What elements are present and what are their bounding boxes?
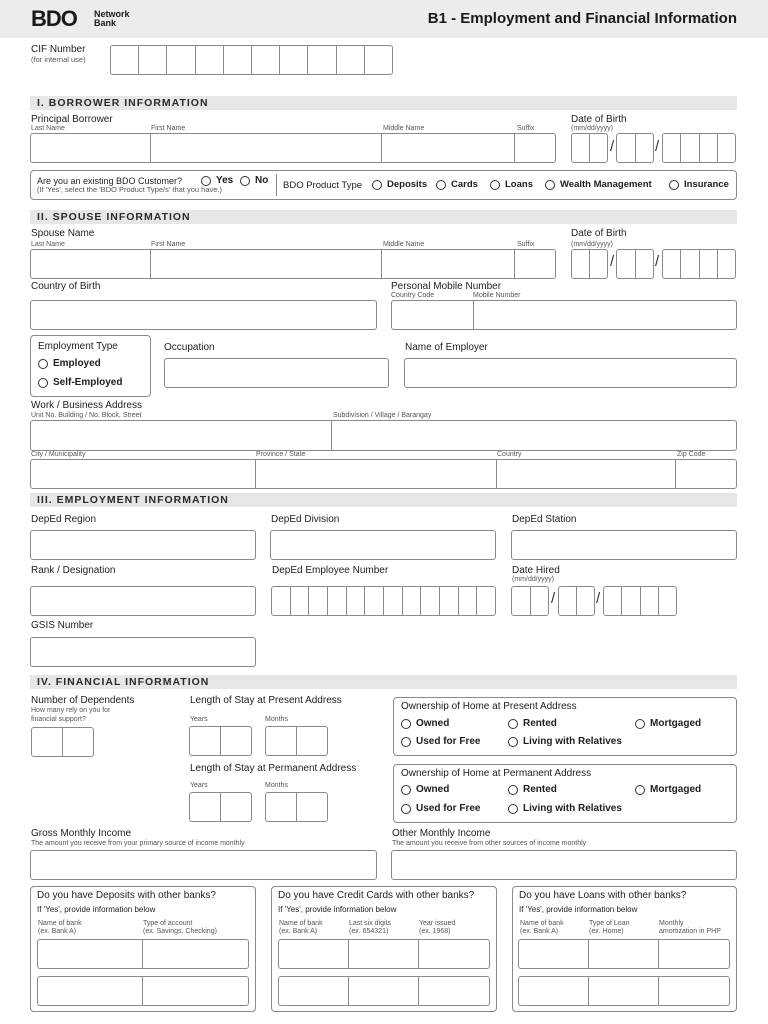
employment-type-label: Employment Type	[38, 341, 118, 352]
deposits-question: Do you have Deposits with other banks?	[37, 890, 216, 901]
loans-row-2	[518, 976, 730, 1006]
stay-permanent-years-label: Years	[190, 782, 208, 789]
section-employment-header	[30, 493, 737, 507]
province-input[interactable]	[256, 460, 496, 488]
cards-row-1	[278, 939, 490, 969]
bdo-logo-subtext	[94, 10, 130, 28]
spouse-first-name-input[interactable]	[151, 250, 382, 278]
section-employment-title: III. EMPLOYMENT INFORMATION	[37, 494, 229, 506]
date-separator: /	[655, 138, 660, 155]
borrower-dob-format: (mm/dd/yyyy)	[571, 125, 613, 132]
logo-bank-text: Bank	[94, 18, 117, 28]
divider	[276, 174, 277, 196]
deped-region-label: DepEd Region	[31, 514, 97, 525]
date-hired-day-input[interactable]	[558, 586, 595, 616]
spouse-last-name-label: Last Name	[31, 241, 65, 248]
radio-icon[interactable]	[545, 180, 555, 190]
borrower-suffix-label: Suffix	[517, 125, 535, 132]
loans-type-example: (ex. Home)	[589, 928, 624, 935]
rank-label: Rank / Designation	[31, 565, 116, 576]
permanent-used-free-option[interactable]	[401, 803, 480, 814]
deposits-row-2	[37, 976, 249, 1006]
option-label: Owned	[416, 784, 450, 795]
deped-division-input[interactable]	[270, 530, 496, 560]
work-address-line2	[30, 459, 737, 489]
radio-icon[interactable]	[401, 737, 411, 747]
radio-icon[interactable]	[490, 180, 500, 190]
existing-customer-note: (If 'Yes', select the 'BDO Product Type/s' that you have.)	[37, 185, 222, 194]
option-label: Rented	[523, 718, 557, 729]
employer-label: Name of Employer	[405, 342, 488, 353]
subdivision-label: Subdivision / Village / Barangay	[333, 412, 432, 419]
radio-icon[interactable]	[436, 180, 446, 190]
borrower-dob-year-input[interactable]	[662, 133, 736, 163]
option-label: Rented	[523, 784, 557, 795]
borrower-dob-label: Date of Birth	[571, 114, 627, 125]
present-living-relatives-option[interactable]	[508, 736, 622, 747]
radio-icon[interactable]	[401, 804, 411, 814]
spouse-dob-month-input[interactable]	[571, 249, 608, 279]
deposits-bank-input[interactable]	[38, 940, 143, 968]
option-label: Owned	[416, 718, 450, 729]
gross-income-input[interactable]	[30, 850, 377, 880]
country-code-label: Country Code	[391, 292, 435, 299]
borrower-first-name-label: First Name	[151, 125, 186, 132]
stay-permanent-months-input[interactable]	[265, 792, 328, 822]
option-label: Used for Free	[416, 736, 481, 747]
country-birth-label: Country of Birth	[31, 281, 101, 292]
deposits-account-example: (ex. Savings, Checking)	[143, 928, 217, 935]
spouse-middle-name-input[interactable]	[382, 250, 515, 278]
work-address-label: Work / Business Address	[31, 400, 142, 411]
occupation-label: Occupation	[164, 342, 215, 353]
other-income-input[interactable]	[391, 850, 737, 880]
option-label: Self-Employed	[53, 377, 123, 388]
mobile-number-fields	[391, 300, 737, 330]
radio-icon[interactable]	[240, 176, 250, 186]
product-deposits-option[interactable]	[372, 179, 427, 190]
dependents-input[interactable]	[31, 727, 94, 757]
loans-bank-input[interactable]	[519, 977, 589, 1005]
radio-icon[interactable]	[508, 785, 518, 795]
date-hired-year-input[interactable]	[603, 586, 677, 616]
country-code-input[interactable]	[392, 301, 474, 329]
radio-icon[interactable]	[669, 180, 679, 190]
gross-income-note: The amount you receive from your primary source of income monthly	[31, 840, 245, 847]
option-label: Living with Relatives	[523, 803, 622, 814]
credit-cards-question: Do you have Credit Cards with other banks?	[278, 890, 475, 901]
date-separator: /	[655, 253, 660, 270]
borrower-name-fields	[30, 133, 556, 163]
gross-income-label: Gross Monthly Income	[31, 828, 132, 839]
date-hired-label: Date Hired	[512, 565, 560, 576]
option-label: Mortgaged	[650, 718, 702, 729]
permanent-owned-option[interactable]	[401, 784, 449, 795]
deposits-row-1	[37, 939, 249, 969]
ownership-present-label: Ownership of Home at Present Address	[401, 701, 577, 712]
section-borrower-title: I. BORROWER INFORMATION	[37, 97, 209, 109]
present-used-free-option[interactable]	[401, 736, 480, 747]
loans-type-input[interactable]	[589, 940, 658, 968]
section-financial-header	[30, 675, 737, 689]
unit-label: Unit No. Building / No. Block, Street	[31, 412, 142, 419]
product-wealth-option[interactable]	[545, 179, 652, 190]
option-label: Loans	[505, 179, 533, 190]
cards-year-input[interactable]	[419, 977, 489, 1005]
spouse-suffix-input[interactable]	[515, 250, 555, 278]
cards-provide-note: If 'Yes', provide information below	[278, 905, 397, 914]
loans-row-1	[518, 939, 730, 969]
option-label: Used for Free	[416, 803, 481, 814]
zip-label: Zip Code	[677, 451, 706, 458]
radio-icon[interactable]	[38, 359, 48, 369]
existing-customer-question: Are you an existing BDO Customer?	[37, 176, 183, 186]
mobile-number-sublabel: Mobile Number	[473, 292, 521, 299]
cards-row-2	[278, 976, 490, 1006]
deped-station-label: DepEd Station	[512, 514, 577, 525]
loans-amortization-input[interactable]	[659, 977, 729, 1005]
radio-icon[interactable]	[508, 804, 518, 814]
other-income-note: The amount you receive from other sources of income monthly	[392, 840, 587, 847]
permanent-mortgaged-option[interactable]	[635, 784, 701, 795]
stay-present-years-input[interactable]	[189, 726, 252, 756]
option-label: Wealth Management	[560, 179, 652, 190]
cif-label: CIF Number	[31, 44, 86, 55]
borrower-suffix-input[interactable]	[515, 134, 555, 162]
date-hired-month-input[interactable]	[511, 586, 549, 616]
loans-amortization-label: amortization in PHP	[659, 928, 721, 935]
existing-no-option[interactable]	[240, 175, 268, 186]
radio-icon[interactable]	[201, 176, 211, 186]
zip-input[interactable]	[676, 460, 736, 488]
occupation-input[interactable]	[164, 358, 389, 388]
stay-present-months-label: Months	[265, 716, 288, 723]
principal-borrower-label: Principal Borrower	[31, 114, 113, 125]
radio-icon[interactable]	[372, 180, 382, 190]
loans-bank-name-label: Name of bank	[520, 920, 564, 927]
section-spouse-title: II. SPOUSE INFORMATION	[37, 211, 191, 223]
present-owned-option[interactable]	[401, 718, 449, 729]
deposits-account-input[interactable]	[143, 977, 248, 1005]
date-separator: /	[551, 590, 556, 607]
cards-year-input[interactable]	[419, 940, 489, 968]
stay-permanent-months-label: Months	[265, 782, 288, 789]
option-label: Employed	[53, 358, 101, 369]
deposits-bank-input[interactable]	[38, 977, 143, 1005]
mobile-number-input[interactable]	[474, 301, 736, 329]
spouse-dob-year-input[interactable]	[662, 249, 736, 279]
dependents-note-2: financial support?	[31, 716, 86, 723]
city-input[interactable]	[31, 460, 256, 488]
subdivision-input[interactable]	[332, 421, 736, 450]
rank-input[interactable]	[30, 586, 256, 616]
radio-icon[interactable]	[635, 719, 645, 729]
loans-bank-input[interactable]	[519, 940, 589, 968]
deposits-bank-example: (ex. Bank A)	[38, 928, 77, 935]
dependents-note-1: How many rely on you for	[31, 707, 111, 714]
borrower-dob-day-input[interactable]	[616, 133, 654, 163]
cards-bank-input[interactable]	[279, 977, 349, 1005]
cards-last-six-example: (ex. 654321)	[349, 928, 389, 935]
borrower-middle-name-label: Middle Name	[383, 125, 425, 132]
deped-division-label: DepEd Division	[271, 514, 340, 525]
stay-present-years-label: Years	[190, 716, 208, 723]
borrower-middle-name-input[interactable]	[382, 134, 515, 162]
deposits-provide-note: If 'Yes', provide information below	[37, 905, 156, 914]
deped-region-input[interactable]	[30, 530, 256, 560]
product-type-label: BDO Product Type	[283, 180, 363, 191]
radio-icon[interactable]	[635, 785, 645, 795]
country-label: Country	[497, 451, 522, 458]
product-cards-option[interactable]	[436, 179, 478, 190]
radio-icon[interactable]	[508, 737, 518, 747]
page-header	[0, 0, 768, 38]
borrower-last-name-input[interactable]	[31, 134, 151, 162]
cards-bank-name-label: Name of bank	[279, 920, 323, 927]
spouse-name-fields	[30, 249, 556, 279]
permanent-living-relatives-option[interactable]	[508, 803, 622, 814]
option-label: Mortgaged	[650, 784, 702, 795]
stay-permanent-years-input[interactable]	[189, 792, 252, 822]
option-label: No	[255, 175, 269, 186]
radio-icon[interactable]	[38, 378, 48, 388]
existing-yes-option[interactable]	[201, 175, 233, 186]
cards-last-six-input[interactable]	[349, 940, 418, 968]
loans-amortization-input[interactable]	[659, 940, 729, 968]
spouse-first-name-label: First Name	[151, 241, 186, 248]
date-separator: /	[596, 590, 601, 607]
cards-last-six-label: Last six digits	[349, 920, 392, 927]
cif-number-input[interactable]	[110, 45, 393, 75]
option-label: Living with Relatives	[523, 736, 622, 747]
employee-number-label: DepEd Employee Number	[272, 565, 389, 576]
deposits-account-type-label: Type of account	[143, 920, 193, 927]
cards-last-six-input[interactable]	[349, 977, 418, 1005]
gsis-input[interactable]	[30, 637, 256, 667]
stay-present-label: Length of Stay at Present Address	[190, 695, 342, 706]
option-label: Yes	[216, 175, 234, 186]
ownership-permanent-label: Ownership of Home at Permanent Address	[401, 768, 592, 779]
loans-bank-example: (ex. Bank A)	[520, 928, 559, 935]
deposits-account-input[interactable]	[143, 940, 248, 968]
mobile-number-label: Personal Mobile Number	[391, 281, 502, 292]
borrower-dob-month-input[interactable]	[571, 133, 608, 163]
spouse-dob-label: Date of Birth	[571, 228, 627, 239]
section-borrower-header	[30, 96, 737, 110]
deposits-bank-name-label: Name of bank	[38, 920, 82, 927]
spouse-middle-name-label: Middle Name	[383, 241, 425, 248]
employed-option[interactable]	[38, 358, 101, 369]
permanent-rented-option[interactable]	[508, 784, 557, 795]
page-title: B1 - Employment and Financial Information	[427, 10, 737, 27]
section-spouse-header	[30, 210, 737, 224]
radio-icon[interactable]	[401, 719, 411, 729]
spouse-dob-format: (mm/dd/yyyy)	[571, 241, 613, 248]
loans-monthly-label: Monthly	[659, 920, 684, 927]
present-rented-option[interactable]	[508, 718, 557, 729]
unit-street-input[interactable]	[31, 421, 332, 450]
date-hired-format: (mm/dd/yyyy)	[512, 576, 554, 583]
loans-question: Do you have Loans with other banks?	[519, 890, 687, 901]
option-label: Deposits	[387, 179, 428, 190]
work-address-line1	[30, 420, 737, 451]
gsis-label: GSIS Number	[31, 620, 94, 631]
borrower-first-name-input[interactable]	[151, 134, 382, 162]
country-input[interactable]	[497, 460, 676, 488]
cards-bank-example: (ex. Bank A)	[279, 928, 318, 935]
spouse-last-name-input[interactable]	[31, 250, 151, 278]
logo-network-text: Network	[94, 9, 130, 19]
spouse-dob-day-input[interactable]	[616, 249, 654, 279]
product-loans-option[interactable]	[490, 179, 533, 190]
radio-icon[interactable]	[401, 785, 411, 795]
spouse-suffix-label: Suffix	[517, 241, 535, 248]
option-label: Cards	[451, 179, 478, 190]
stay-permanent-label: Length of Stay at Permanent Address	[190, 763, 357, 774]
spouse-name-label: Spouse Name	[31, 228, 95, 239]
stay-present-months-input[interactable]	[265, 726, 328, 756]
deped-station-input[interactable]	[511, 530, 737, 560]
country-birth-input[interactable]	[30, 300, 377, 330]
date-separator: /	[610, 138, 615, 155]
present-mortgaged-option[interactable]	[635, 718, 701, 729]
city-label: City / Municipality	[31, 451, 86, 458]
employee-number-input[interactable]	[271, 586, 496, 616]
province-label: Province / State	[256, 451, 306, 458]
other-income-label: Other Monthly Income	[392, 828, 491, 839]
option-label: Insurance	[684, 179, 729, 190]
bdo-logo: BDO	[31, 6, 77, 31]
section-financial-title: IV. FINANCIAL INFORMATION	[37, 676, 210, 688]
cif-sublabel: (for internal use)	[31, 55, 86, 64]
cards-year-example: (ex. 1968)	[419, 928, 451, 935]
loans-type-input[interactable]	[589, 977, 658, 1005]
cards-bank-input[interactable]	[279, 940, 349, 968]
dependents-label: Number of Dependents	[31, 695, 135, 706]
loans-provide-note: If 'Yes', provide information below	[519, 905, 638, 914]
self-employed-option[interactable]	[38, 377, 122, 388]
radio-icon[interactable]	[508, 719, 518, 729]
date-separator: /	[610, 253, 615, 270]
cards-year-issued-label: Year issued	[419, 920, 456, 927]
loans-type-label: Type of Loan	[589, 920, 630, 927]
borrower-last-name-label: Last Name	[31, 125, 65, 132]
employer-input[interactable]	[404, 358, 737, 388]
product-insurance-option[interactable]	[669, 179, 729, 190]
